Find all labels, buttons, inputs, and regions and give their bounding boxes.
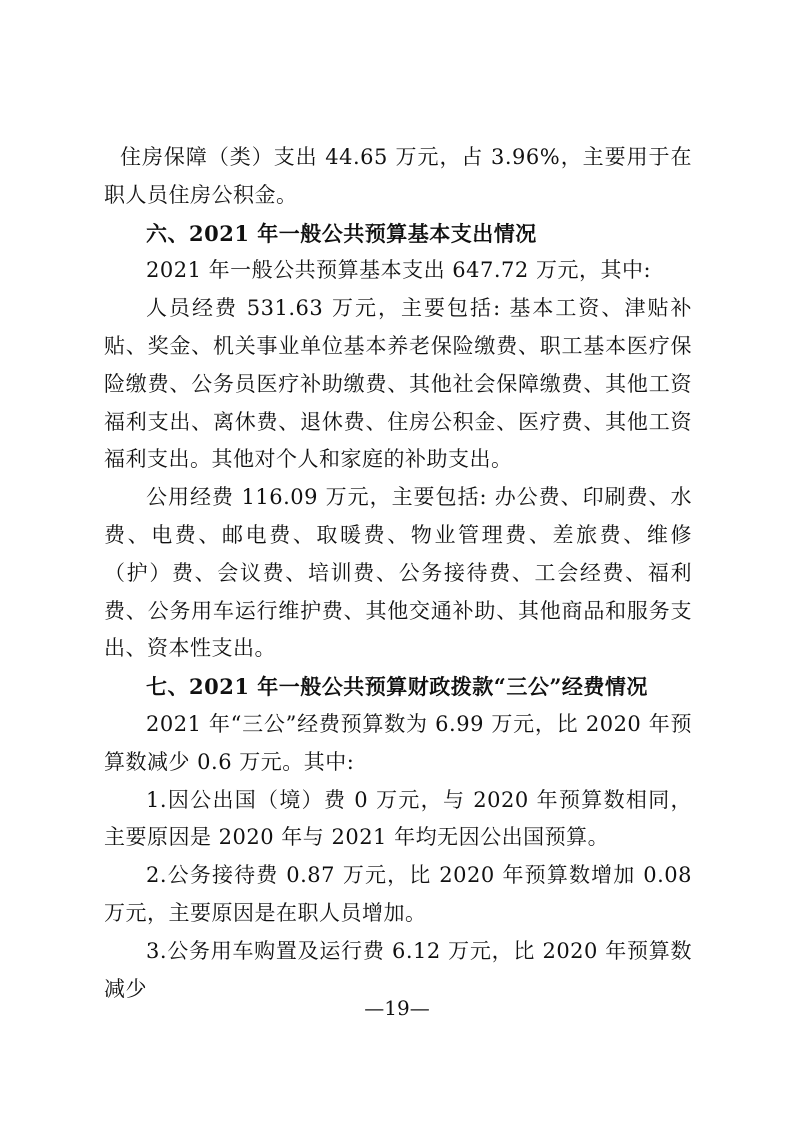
paragraph-overseas-travel: 1.因公出国（境）费 0 万元，与 2020 年预算数相同，主要原因是 2020 年与 2021 年均无因公出国预算。 — [104, 787, 692, 850]
paragraph-three-public-total: 2021 年“三公”经费预算数为 6.99 万元，比 2020 年预算数减少 0.6 万元。其中: — [104, 711, 692, 774]
section-heading-basic-expenditure: 六、2021 年一般公共预算基本支出情况 — [146, 220, 537, 246]
paragraph-public-expenses: 公用经费 116.09 万元，主要包括: 办公费、印刷费、水费、电费、邮电费、取暖费、物业管理费、差旅费、维修（护）费、会议费、培训费、公务接待费、工会经费、福利费、公务用车运行维护费、其他交通补助、其他商品和服务支出、资本性支出。 — [104, 485, 692, 661]
section-heading-three-public-expenses: 七、2021 年一般公共预算财政拨款“三公”经费情况 — [146, 674, 648, 700]
paragraph-official-reception: 2.公务接待费 0.87 万元，比 2020 年预算数增加 0.08 万元，主要原因是在职人员增加。 — [104, 863, 692, 925]
page-number: —19— — [364, 996, 430, 1020]
paragraph-housing-expenditure: 住房保障（类）支出 44.65 万元，占 3.96%，主要用于在职人员住房公积金。 — [104, 145, 692, 207]
document-body — [104, 139, 692, 1008]
paragraph-official-vehicles: 3.公务用车购置及运行费 6.12 万元，比 2020 年预算数减少 — [104, 938, 692, 1001]
paragraph-personnel-expenses: 人员经费 531.63 万元，主要包括: 基本工资、津贴补贴、奖金、机关事业单位基本养老保险缴费、职工基本医疗保险缴费、公务员医疗补助缴费、其他社会保障缴费、其他工资福利支出、离休费、退休费、住房公积金、医疗费、其他工资福利支出。其他对个人和家庭的补助支出。 — [104, 296, 692, 472]
paragraph-basic-expenditure-total: 2021 年一般公共预算基本支出 647.72 万元，其中: — [146, 258, 652, 283]
